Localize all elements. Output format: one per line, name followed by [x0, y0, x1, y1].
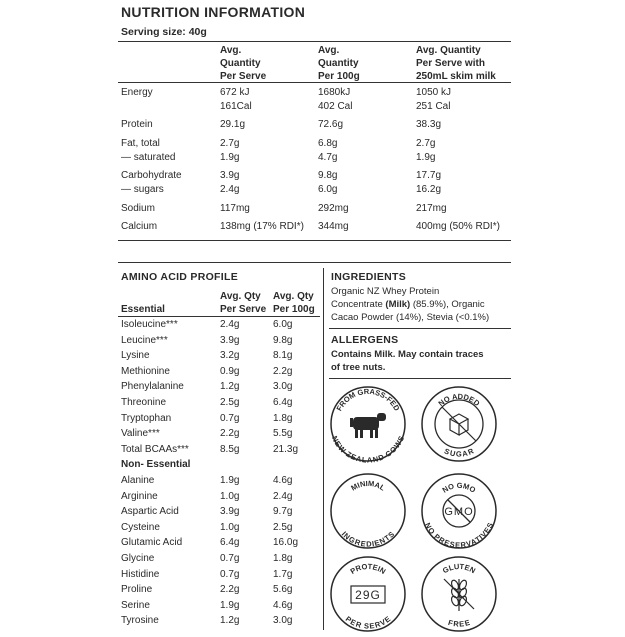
- amino-name: Glutamic Acid: [121, 537, 183, 548]
- amino-per-serve: 1.9g: [220, 600, 240, 611]
- nutrition-label: — sugars: [121, 184, 164, 195]
- sugar-cube-icon: [442, 407, 476, 441]
- ingredients-badge-text: INGREDIENTS: [339, 529, 397, 549]
- nutrition-with-milk: 400mg (50% RDI*): [416, 221, 500, 232]
- nutrition-per-100g: 72.6g: [318, 119, 344, 130]
- gluten-text: GLUTEN: [441, 561, 477, 576]
- per-serve-badge-text: PER SERVE: [343, 614, 393, 631]
- serving-size: Serving size: 40g: [121, 26, 207, 38]
- amino-per-serve: 3.9g: [220, 506, 240, 517]
- amino-per-serve: 1.0g: [220, 522, 240, 533]
- nutrition-per-100g: 6.8g: [318, 138, 338, 149]
- amino-per-serve: 1.2g: [220, 381, 240, 392]
- sugar-text: SUGAR: [442, 446, 476, 459]
- ingredients-line-1: Organic NZ Whey Protein: [331, 286, 440, 297]
- amino-name: Serine: [121, 600, 150, 611]
- nutrition-with-milk: 16.2g: [416, 184, 442, 195]
- nutrition-per-serve: 1.9g: [220, 152, 240, 163]
- nutrition-per-serve: 672 kJ: [220, 87, 250, 98]
- amino-per-serve: 1.2g: [220, 615, 240, 626]
- no-preservatives-text: NO PRESERVATIVES: [422, 521, 496, 550]
- amino-name: Total BCAAs***: [121, 444, 189, 455]
- nutrition-per-serve: 161Cal: [220, 101, 252, 112]
- amino-per-100g: 2.4g: [273, 491, 293, 502]
- nutrition-per-100g: 1680kJ: [318, 87, 351, 98]
- grass-fed-top-text: FROM GRASS-FED: [334, 386, 402, 413]
- divider: [329, 328, 511, 329]
- amino-name: Tyrosine: [121, 615, 159, 626]
- amino-per-100g: 9.7g: [273, 506, 293, 517]
- non-essential-heading: Non- Essential: [121, 459, 191, 470]
- nutrition-with-milk: 17.7g: [416, 170, 442, 181]
- no-added-text: NO ADDED: [436, 391, 482, 408]
- nutrition-with-milk: 217mg: [416, 203, 447, 214]
- nutrition-per-serve: 2.4g: [220, 184, 240, 195]
- amino-name: Isoleucine***: [121, 319, 178, 330]
- amino-per-100g: 6.0g: [273, 319, 293, 330]
- amino-name: Threonine: [121, 397, 167, 408]
- amino-per-serve: 3.2g: [220, 350, 240, 361]
- allergens-line-1: Contains Milk. May contain traces: [331, 349, 484, 360]
- grass-fed-bottom-text: NEW ZEALAND COWS: [329, 434, 407, 463]
- nutrition-with-milk: 251 Cal: [416, 101, 451, 112]
- nutri-header-per-serve: Avg. Quantity Per Serve: [220, 45, 267, 82]
- amino-per-serve: 0.9g: [220, 366, 240, 377]
- divider: [118, 262, 511, 263]
- amino-per-100g: 6.4g: [273, 397, 293, 408]
- essential-heading: Essential: [121, 304, 165, 315]
- nutrition-with-milk: 38.3g: [416, 119, 442, 130]
- amino-per-serve: 3.9g: [220, 335, 240, 346]
- amino-name: Glycine: [121, 553, 155, 564]
- no-gmo-badge: [420, 472, 498, 550]
- nutrition-per-100g: 6.0g: [318, 184, 338, 195]
- nutrition-per-100g: 344mg: [318, 221, 349, 232]
- amino-name: Proline: [121, 584, 153, 595]
- amino-name: Alanine: [121, 475, 155, 486]
- gmo-label: GMO: [444, 506, 474, 518]
- nutrition-per-serve: 138mg (17% RDI*): [220, 221, 304, 232]
- ingredients-line-3: Cacao Powder (14%), Stevia (<0.1%): [331, 312, 490, 323]
- nutrition-per-serve: 2.7g: [220, 138, 240, 149]
- nutrition-with-milk: 1050 kJ: [416, 87, 452, 98]
- nutrition-label: Carbohydrate: [121, 170, 182, 181]
- amino-per-100g: 9.8g: [273, 335, 293, 346]
- column-divider: [323, 268, 324, 630]
- nutrition-per-serve: 3.9g: [220, 170, 240, 181]
- amino-per-100g: 1.7g: [273, 569, 293, 580]
- free-text: FREE: [447, 617, 471, 629]
- allergens-line-2: of tree nuts.: [331, 362, 386, 373]
- amino-per-100g: 3.0g: [273, 615, 293, 626]
- grass-fed-badge: [329, 385, 407, 463]
- allergens-title: ALLERGENS: [331, 334, 399, 346]
- divider: [118, 240, 511, 241]
- nutrition-per-100g: 4.7g: [318, 152, 338, 163]
- nutrition-per-100g: 402 Cal: [318, 101, 353, 112]
- amino-per-serve: 2.2g: [220, 584, 240, 595]
- amino-per-100g: 2.5g: [273, 522, 293, 533]
- amino-per-100g: 1.8g: [273, 553, 293, 564]
- amino-name: Valine***: [121, 428, 160, 439]
- nutri-header-with-milk: Avg. Quantity Per Serve with 250mL skim milk: [416, 45, 496, 82]
- amino-name: Aspartic Acid: [121, 506, 179, 517]
- amino-per-100g: 4.6g: [273, 600, 293, 611]
- amino-name: Cysteine: [121, 522, 160, 533]
- gluten-free-badge: [420, 555, 498, 633]
- nutrition-label: Calcium: [121, 221, 158, 232]
- amino-name: Methionine: [121, 366, 170, 377]
- nutrition-per-100g: 292mg: [318, 203, 349, 214]
- amino-per-100g: 1.8g: [273, 413, 293, 424]
- amino-per-serve: 1.9g: [220, 475, 240, 486]
- nutrition-label: Energy: [121, 87, 153, 98]
- amino-per-serve: 0.7g: [220, 553, 240, 564]
- nutrition-per-serve: 29.1g: [220, 119, 246, 130]
- amino-per-serve: 6.4g: [220, 537, 240, 548]
- nutrition-label: Fat, total: [121, 138, 160, 149]
- amino-header-per-serve: Avg. Qty Per Serve: [220, 291, 267, 315]
- divider: [329, 378, 511, 379]
- nutrition-with-milk: 2.7g: [416, 138, 436, 149]
- amino-name: Lysine: [121, 350, 150, 361]
- amino-per-serve: 8.5g: [220, 444, 240, 455]
- cow-icon: [350, 413, 386, 438]
- ingredients-title: INGREDIENTS: [331, 271, 407, 283]
- divider: [118, 316, 320, 317]
- amino-per-serve: 1.0g: [220, 491, 240, 502]
- protein-per-serve-badge: [329, 555, 407, 633]
- amino-name: Histidine: [121, 569, 160, 580]
- amino-header-per-100g: Avg. Qty Per 100g: [273, 291, 315, 315]
- milk-allergen: (Milk): [385, 299, 411, 310]
- amino-per-serve: 0.7g: [220, 413, 240, 424]
- amino-per-100g: 3.0g: [273, 381, 293, 392]
- nutrition-title: NUTRITION INFORMATION: [121, 4, 306, 20]
- no-gmo-text: NO GMO: [440, 480, 478, 495]
- amino-per-100g: 5.5g: [273, 428, 293, 439]
- amino-per-serve: 2.5g: [220, 397, 240, 408]
- amino-per-100g: 4.6g: [273, 475, 293, 486]
- amino-per-100g: 8.1g: [273, 350, 293, 361]
- nutrition-per-serve: 117mg: [220, 203, 250, 214]
- divider: [118, 41, 511, 42]
- minimal-text: MINIMAL: [349, 478, 387, 493]
- amino-per-100g: 16.0g: [273, 537, 299, 548]
- nutrition-per-100g: 9.8g: [318, 170, 338, 181]
- amino-per-100g: 2.2g: [273, 366, 293, 377]
- nutrition-label: — saturated: [121, 152, 176, 163]
- amino-per-serve: 2.2g: [220, 428, 240, 439]
- amino-name: Tryptophan: [121, 413, 172, 424]
- amino-per-serve: 0.7g: [220, 569, 240, 580]
- minimal-ingredients-badge: [329, 472, 407, 550]
- no-added-sugar-badge: [420, 385, 498, 463]
- amino-title: AMINO ACID PROFILE: [121, 271, 239, 283]
- amino-name: Phenylalanine: [121, 381, 184, 392]
- amino-per-serve: 2.4g: [220, 319, 240, 330]
- nutri-header-per-100g: Avg. Quantity Per 100g: [318, 45, 360, 82]
- nutrition-label: Protein: [121, 119, 153, 130]
- nutrition-label: Sodium: [121, 203, 155, 214]
- wheat-icon: [444, 579, 474, 611]
- amino-per-100g: 21.3g: [273, 444, 299, 455]
- amino-name: Leucine***: [121, 335, 168, 346]
- nutrition-with-milk: 1.9g: [416, 152, 436, 163]
- amino-per-100g: 5.6g: [273, 584, 293, 595]
- amino-name: Arginine: [121, 491, 158, 502]
- protein-badge-text: PROTEIN: [348, 561, 388, 576]
- ingredients-line-2: Concentrate (Milk) (85.9%), Organic: [331, 299, 485, 310]
- protein-amount: 29G: [355, 588, 381, 602]
- divider: [118, 82, 511, 83]
